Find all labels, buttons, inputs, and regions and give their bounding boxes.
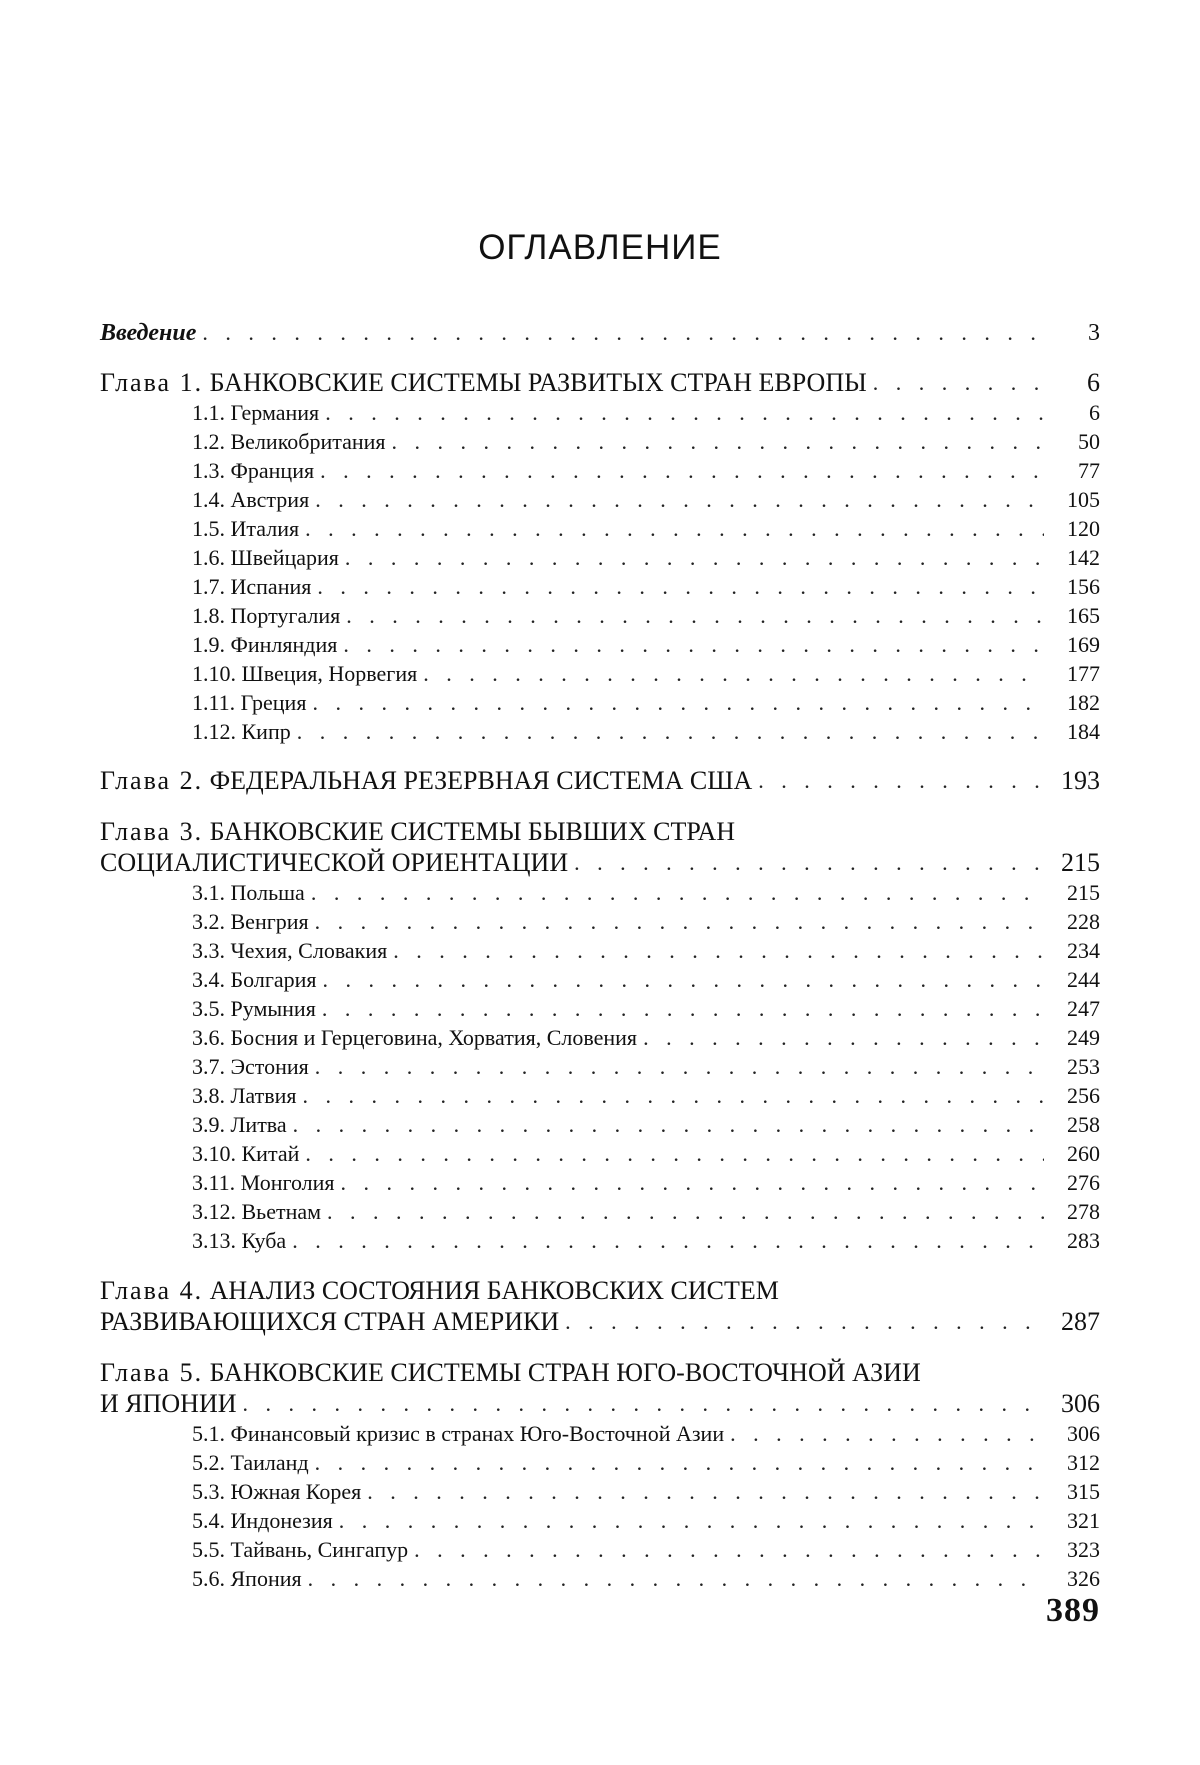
toc-section[interactable] <box>100 1477 1100 1506</box>
toc-page-number: 6 <box>1087 368 1100 397</box>
section-label: 3.12. Вьетнам <box>192 1199 322 1224</box>
toc-page-number: 120 <box>1067 516 1100 541</box>
toc-section[interactable] <box>100 572 1100 601</box>
toc-chapter-5-heading <box>100 1357 1100 1389</box>
toc-page-number: 276 <box>1067 1170 1100 1195</box>
toc-section[interactable] <box>100 1052 1100 1081</box>
toc-page-number: 105 <box>1067 487 1100 512</box>
chapter-title-line1: БАНКОВСКИЕ СИСТЕМЫ БЫВШИХ СТРАН <box>209 817 736 846</box>
toc-page-number: 77 <box>1078 458 1100 483</box>
toc-section[interactable] <box>100 936 1100 965</box>
toc-page-number: 278 <box>1067 1199 1100 1224</box>
toc-section[interactable] <box>100 1448 1100 1477</box>
dot-leader <box>315 1052 1044 1081</box>
toc-page-number: 283 <box>1067 1228 1100 1253</box>
toc-page-number: 249 <box>1067 1025 1100 1050</box>
toc-section[interactable] <box>100 1139 1100 1168</box>
dot-leader <box>320 456 1044 485</box>
dot-leader <box>392 427 1044 456</box>
section-label: 5.4. Индонезия <box>192 1508 333 1533</box>
dot-leader <box>312 688 1044 717</box>
toc-page-number: 3 <box>1088 320 1100 346</box>
toc-chapter-4-heading <box>100 1275 1100 1307</box>
toc-page-number: 256 <box>1067 1083 1100 1108</box>
dot-leader <box>758 766 1044 796</box>
section-label: 3.2. Венгрия <box>192 909 309 934</box>
toc-page-number: 244 <box>1067 967 1100 992</box>
dot-leader <box>315 1448 1044 1477</box>
dot-leader <box>423 659 1044 688</box>
toc-page-number: 258 <box>1067 1112 1100 1137</box>
page-title: ОГЛАВЛЕНИЕ <box>478 228 722 267</box>
toc-page-number: 306 <box>1061 1389 1100 1418</box>
section-label: 1.7. Испания <box>192 574 312 599</box>
dot-leader <box>308 1564 1044 1593</box>
toc-section[interactable] <box>100 1226 1100 1255</box>
dot-leader <box>730 1419 1044 1448</box>
section-label: 1.1. Германия <box>192 400 320 425</box>
toc-section[interactable] <box>100 456 1100 485</box>
section-label: 5.5. Тайвань, Сингапур <box>192 1537 409 1562</box>
toc-section[interactable] <box>100 1110 1100 1139</box>
dot-leader <box>643 1023 1044 1052</box>
section-label: 5.1. Финансовый кризис в странах Юго-Восточной Азии <box>192 1421 725 1446</box>
toc-page-number: 215 <box>1061 848 1100 877</box>
toc-chapter-3-heading <box>100 816 1100 848</box>
section-label: 3.1. Польша <box>192 880 305 905</box>
toc-section[interactable] <box>100 659 1100 688</box>
toc-section[interactable] <box>100 601 1100 630</box>
section-label: 1.3. Франция <box>192 458 315 483</box>
dot-leader <box>322 994 1044 1023</box>
toc-section[interactable] <box>100 965 1100 994</box>
toc-page-number: 287 <box>1061 1307 1100 1336</box>
section-label: 5.2. Таиланд <box>192 1450 309 1475</box>
section-label: 3.4. Болгария <box>192 967 317 992</box>
section-label: 1.11. Греция <box>192 690 307 715</box>
toc-section[interactable] <box>100 878 1100 907</box>
toc-section[interactable] <box>100 1564 1100 1593</box>
dot-leader <box>323 965 1044 994</box>
dot-leader <box>345 543 1044 572</box>
toc-page-number: 306 <box>1067 1421 1100 1446</box>
toc-section[interactable] <box>100 514 1100 543</box>
toc-section[interactable] <box>100 1506 1100 1535</box>
toc-page-number: 312 <box>1067 1450 1100 1475</box>
toc-section[interactable] <box>100 688 1100 717</box>
toc-section[interactable] <box>100 1081 1100 1110</box>
toc-page-number: 215 <box>1067 880 1100 905</box>
section-label: 3.8. Латвия <box>192 1083 297 1108</box>
table-of-contents <box>100 318 1100 1593</box>
section-label: 1.2. Великобритания <box>192 429 386 454</box>
dot-leader <box>325 398 1044 427</box>
toc-section[interactable] <box>100 427 1100 456</box>
section-label: 1.6. Швейцария <box>192 545 339 570</box>
section-label: 1.8. Португалия <box>192 603 341 628</box>
toc-entry-label: Введение <box>100 320 197 346</box>
section-label: 3.6. Босния и Герцеговина, Хорватия, Словения <box>192 1025 638 1050</box>
toc-section[interactable] <box>100 1535 1100 1564</box>
toc-page-number: 260 <box>1067 1141 1100 1166</box>
toc-page-number: 142 <box>1067 545 1100 570</box>
section-label: 1.9. Финляндия <box>192 632 338 657</box>
dot-leader <box>574 848 1044 878</box>
chapter-title: БАНКОВСКИЕ СИСТЕМЫ РАЗВИТЫХ СТРАН ЕВРОПЫ <box>209 368 867 397</box>
dot-leader <box>367 1477 1044 1506</box>
dot-leader <box>414 1535 1044 1564</box>
chapter-title: ФЕДЕРАЛЬНАЯ РЕЗЕРВНАЯ СИСТЕМА США <box>209 766 753 795</box>
toc-section[interactable] <box>100 398 1100 427</box>
toc-section[interactable] <box>100 1023 1100 1052</box>
toc-page-number: 6 <box>1089 400 1100 425</box>
toc-page-number: 184 <box>1067 719 1100 744</box>
dot-leader <box>311 878 1044 907</box>
toc-section[interactable] <box>100 717 1100 746</box>
toc-page-number: 323 <box>1067 1537 1100 1562</box>
toc-section[interactable] <box>100 630 1100 659</box>
section-label: 1.10. Швеция, Норвегия <box>192 661 418 686</box>
chapter-prefix: Глава 1. <box>100 368 204 397</box>
dot-leader <box>341 1168 1044 1197</box>
dot-leader <box>327 1197 1044 1226</box>
chapter-prefix: Глава 2. <box>100 766 204 795</box>
dot-leader <box>292 1226 1044 1255</box>
toc-page-number: 326 <box>1067 1566 1100 1591</box>
section-label: 3.3. Чехия, Словакия <box>192 938 388 963</box>
toc-chapter-2[interactable] <box>100 766 1100 796</box>
toc-page-number: 156 <box>1067 574 1100 599</box>
toc-page-number: 169 <box>1067 632 1100 657</box>
toc-chapter-1[interactable] <box>100 368 1100 398</box>
chapter-title-line1: АНАЛИЗ СОСТОЯНИЯ БАНКОВСКИХ СИСТЕМ <box>209 1276 779 1305</box>
section-label: 3.9. Литва <box>192 1112 287 1137</box>
page-number: 389 <box>1046 1592 1100 1629</box>
toc-chapter-3[interactable] <box>100 848 1100 878</box>
chapter-title-line1: БАНКОВСКИЕ СИСТЕМЫ СТРАН ЮГО-ВОСТОЧНОЙ АЗИИ <box>209 1358 921 1387</box>
toc-section[interactable] <box>100 1168 1100 1197</box>
dot-leader <box>393 936 1044 965</box>
dot-leader <box>346 601 1044 630</box>
toc-section[interactable] <box>100 907 1100 936</box>
chapter-title-line2: И ЯПОНИИ <box>100 1389 237 1418</box>
toc-section[interactable] <box>100 994 1100 1023</box>
toc-page-number: 321 <box>1067 1508 1100 1533</box>
section-label: 3.7. Эстония <box>192 1054 309 1079</box>
toc-page-number: 228 <box>1067 909 1100 934</box>
chapter-prefix: Глава 3. <box>100 817 204 846</box>
toc-page-number: 165 <box>1067 603 1100 628</box>
dot-leader <box>315 485 1044 514</box>
dot-leader <box>317 572 1044 601</box>
toc-page-number: 193 <box>1061 766 1100 795</box>
dot-leader <box>873 368 1044 398</box>
toc-section[interactable] <box>100 485 1100 514</box>
section-label: 1.4. Австрия <box>192 487 310 512</box>
toc-page-number: 315 <box>1067 1479 1100 1504</box>
toc-section[interactable] <box>100 1419 1100 1448</box>
toc-page-number: 234 <box>1067 938 1100 963</box>
section-label: 3.5. Румыния <box>192 996 316 1021</box>
dot-leader <box>305 1139 1044 1168</box>
section-label: 3.10. Китай <box>192 1141 300 1166</box>
dot-leader <box>303 1081 1044 1110</box>
dot-leader <box>343 630 1044 659</box>
chapter-prefix: Глава 4. <box>100 1276 204 1305</box>
toc-page-number: 50 <box>1078 429 1100 454</box>
section-label: 3.11. Монголия <box>192 1170 335 1195</box>
toc-chapter-4[interactable] <box>100 1307 1100 1337</box>
chapter-prefix: Глава 5. <box>100 1358 204 1387</box>
section-label: 5.3. Южная Корея <box>192 1479 362 1504</box>
toc-page-number: 253 <box>1067 1054 1100 1079</box>
dot-leader <box>339 1506 1044 1535</box>
toc-page-number: 247 <box>1067 996 1100 1021</box>
chapter-title-line2: РАЗВИВАЮЩИХСЯ СТРАН АМЕРИКИ <box>100 1307 560 1336</box>
toc-page-number: 177 <box>1067 661 1100 686</box>
toc-section[interactable] <box>100 1197 1100 1226</box>
dot-leader <box>293 1110 1044 1139</box>
toc-entry-intro[interactable] <box>100 318 1100 348</box>
section-label: 1.5. Италия <box>192 516 300 541</box>
section-label: 1.12. Кипр <box>192 719 291 744</box>
toc-chapter-5[interactable] <box>100 1389 1100 1419</box>
section-label: 5.6. Япония <box>192 1566 302 1591</box>
chapter-title-line2: СОЦИАЛИСТИЧЕСКОЙ ОРИЕНТАЦИИ <box>100 848 569 877</box>
toc-section[interactable] <box>100 543 1100 572</box>
toc-page-number: 182 <box>1067 690 1100 715</box>
dot-leader <box>305 514 1044 543</box>
dot-leader <box>243 1389 1045 1419</box>
dot-leader <box>297 717 1044 746</box>
dot-leader <box>315 907 1044 936</box>
dot-leader <box>565 1307 1044 1337</box>
section-label: 3.13. Куба <box>192 1228 287 1253</box>
dot-leader <box>202 318 1044 348</box>
